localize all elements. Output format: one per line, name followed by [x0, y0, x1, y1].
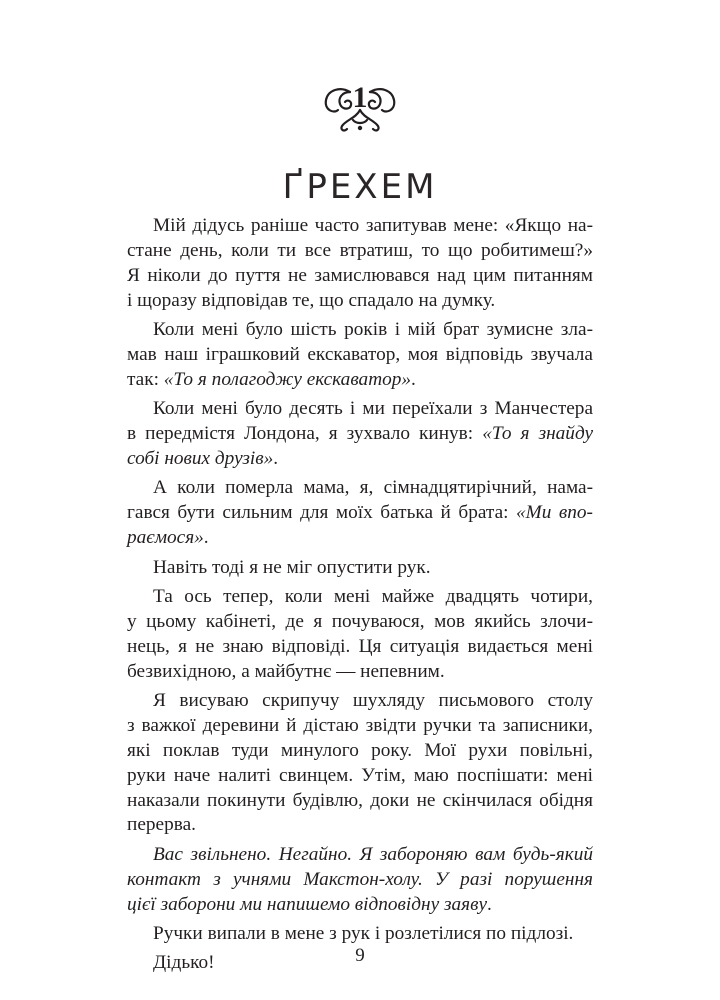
italic-text: раємося»	[127, 527, 204, 549]
text-line: руки наче налиті свинцем. Утім, маю поспішати: мені	[127, 764, 593, 786]
chapter-title: ҐРЕХЕМ	[282, 167, 438, 207]
text-line: і щоразу відповідав те, що спадало на думку.	[127, 289, 496, 311]
chapter-header	[0, 80, 720, 132]
italic-text: контакт з учнями Макстон-холу. У разі порушення	[127, 868, 593, 890]
text-line: мав наш іграшковий екскаватор, моя відповідь звучала	[127, 343, 593, 365]
italic-text: цієї заборони ми напишемо відповідну заяву	[127, 893, 488, 915]
text-line: Я висуваю скрипучу шухляду письмового столу	[153, 690, 593, 712]
text-line: безвихідною, а майбутнє — непевним.	[127, 660, 445, 682]
text-line: Дідько!	[153, 952, 215, 974]
paragraph	[127, 214, 593, 314]
chapter-number: 1	[352, 81, 368, 114]
paragraph	[127, 318, 593, 393]
text-line: А коли померла мама, я, сімнадцятирічний, нама-	[153, 477, 593, 499]
text-line: цієї заборони ми напишемо відповідну заяву.	[127, 893, 492, 915]
text-line: стане день, коли ти все втратиш, то що робитимеш?»	[127, 239, 593, 261]
text-line: раємося».	[127, 527, 209, 549]
text-line: в передмістя Лондона, я зухвало кинув: «То я знайду	[127, 423, 593, 445]
text-line	[127, 843, 593, 868]
page-number: 9	[355, 945, 365, 966]
text-line: наказали покинути будівлю, доки не скінчилася обідня	[127, 789, 593, 811]
italic-text: «Ми впо-	[516, 502, 593, 524]
text-line: Мій дідусь раніше часто запитував мене: «Якщо на-	[153, 215, 593, 236]
text-line	[127, 868, 593, 893]
text-line: перерва.	[127, 814, 196, 836]
text-line: Коли мені було шість років і мій брат зумисне зла-	[153, 319, 593, 341]
italic-text: «То я знайду	[482, 423, 593, 445]
italic-text: Вас звільнено. Негайно. Я забороняю вам будь-який	[153, 843, 593, 865]
text-line: собі нових друзів».	[127, 448, 279, 470]
text-line: у цьому кабінеті, де я почуваюся, мов якийсь злочи-	[127, 610, 593, 632]
text-line: які поклав туди минулого року. Мої рухи повільні,	[127, 739, 593, 761]
paragraph	[127, 689, 593, 838]
paragraph	[127, 476, 593, 551]
paragraph	[127, 585, 593, 685]
paragraph	[127, 397, 593, 472]
text-line: Коли мені було десять і ми переїхали з Манчестера	[153, 398, 593, 420]
italic-text: «То я полагоджу екскаватор»	[163, 368, 412, 390]
text-line: Та ось тепер, коли мені майже двадцять чотири,	[153, 585, 593, 607]
paragraph	[127, 556, 593, 581]
text-line: Навіть тоді я не міг опустити рук.	[153, 556, 431, 578]
italic-text: собі нових друзів»	[127, 448, 274, 470]
text-line: так: «То я полагоджу екскаватор».	[127, 368, 416, 390]
text-line: нець, я не знаю відповіді. Ця ситуація видається мені	[127, 635, 593, 657]
chapter-body	[127, 214, 593, 976]
text-line: Ручки випали в мене з рук і розлетілися по підлозі.	[153, 923, 574, 945]
text-line: гався бути сильним для моїх батька й брата: «Ми впо-	[127, 502, 593, 524]
text-line: Я ніколи до пуття не замислювався над цим питанням	[127, 264, 593, 286]
text-line: з важкої деревини й дістаю звідти ручки та записники,	[127, 714, 593, 736]
paragraph	[127, 843, 593, 918]
